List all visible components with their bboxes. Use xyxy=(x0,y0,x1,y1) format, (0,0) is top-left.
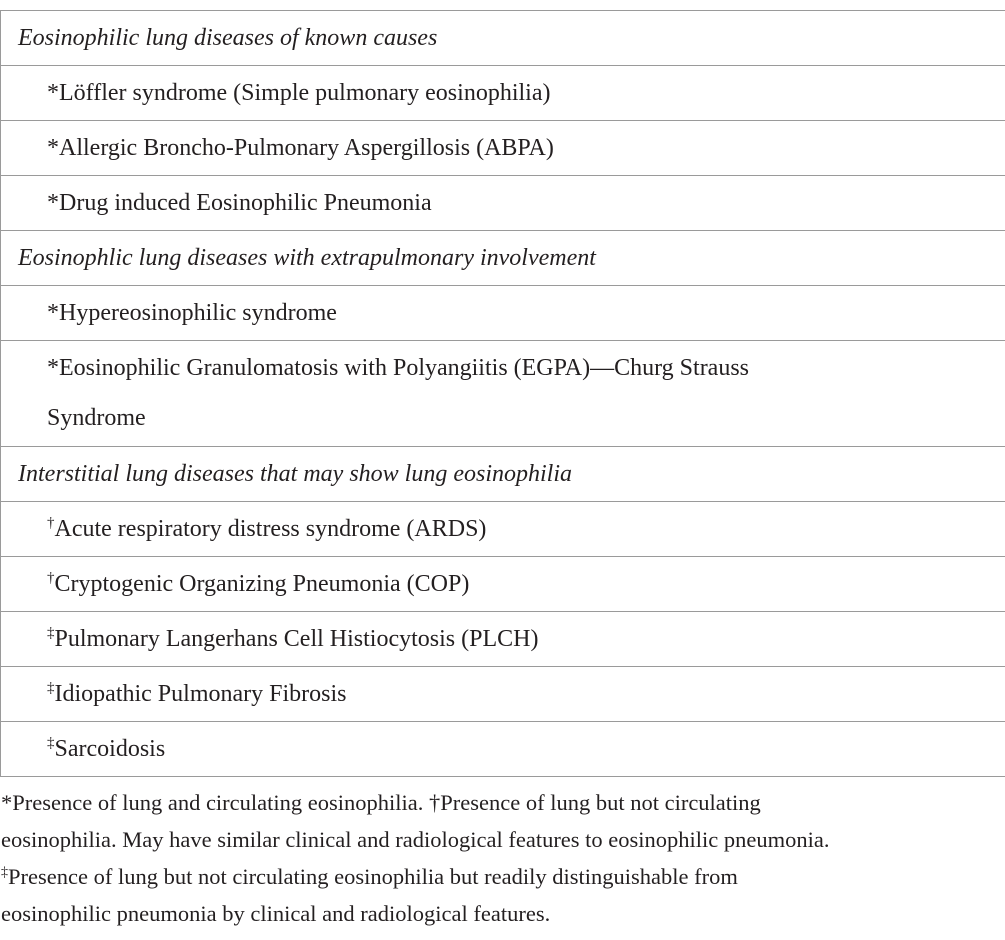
double-dagger-mark: ‡ xyxy=(47,625,55,641)
footnote-line xyxy=(1,858,1005,895)
table-row xyxy=(1,341,1005,447)
table-row xyxy=(1,176,1005,231)
row-label: Hypereosinophilic syndrome xyxy=(59,300,337,326)
row-label: Sarcoidosis xyxy=(54,736,166,762)
row-label: Idiopathic Pulmonary Fibrosis xyxy=(54,681,347,707)
row-label: Eosinophilic Granulomatosis with Polyangiitis (EGPA)—Churg Strauss xyxy=(59,355,750,381)
row-label: Cryptogenic Organizing Pneumonia (COP) xyxy=(54,571,470,597)
row-label: Allergic Broncho-Pulmonary Aspergillosis (ABPA) xyxy=(59,135,554,161)
footnote-line: eosinophilia. May have similar clinical and radiological features to eosinophilic pneumonia. xyxy=(1,827,830,852)
table-row xyxy=(1,557,1005,612)
table-row xyxy=(1,502,1005,557)
classification-table xyxy=(0,10,1005,777)
section-header: Eosinophilic lung diseases of known causes xyxy=(1,11,1005,66)
double-dagger-mark: ‡ xyxy=(47,735,55,751)
asterisk-mark: * xyxy=(47,190,59,216)
asterisk-mark: * xyxy=(47,80,59,106)
table-row xyxy=(1,66,1005,121)
double-dagger-mark: ‡ xyxy=(47,680,55,696)
footnote-text: Presence of lung but not circulating eosinophilia but readily distinguishable from xyxy=(8,864,738,889)
asterisk-mark: * xyxy=(47,135,59,161)
table-row xyxy=(1,612,1005,667)
double-dagger-mark: ‡ xyxy=(1,865,8,880)
footnote-line: eosinophilic pneumonia by clinical and radiological features. xyxy=(1,901,551,926)
section-header: Eosinophlic lung diseases with extrapulmonary involvement xyxy=(1,231,1005,286)
table-footnote xyxy=(1,784,1005,932)
table-row xyxy=(1,286,1005,341)
row-label: Pulmonary Langerhans Cell Histiocytosis (PLCH) xyxy=(54,626,539,652)
dagger-mark: † xyxy=(47,515,55,531)
row-label-continued: Syndrome xyxy=(47,405,146,431)
table-row xyxy=(1,667,1005,722)
dagger-mark: † xyxy=(47,570,55,586)
table-row xyxy=(1,722,1005,777)
table-row xyxy=(1,121,1005,176)
row-label: Löffler syndrome (Simple pulmonary eosinophilia) xyxy=(59,80,551,106)
asterisk-mark: * xyxy=(47,355,59,381)
row-label: Drug induced Eosinophilic Pneumonia xyxy=(59,190,432,216)
row-label: Acute respiratory distress syndrome (ARDS) xyxy=(54,516,487,542)
asterisk-mark: * xyxy=(47,300,59,326)
footnote-line: *Presence of lung and circulating eosinophilia. †Presence of lung but not circulating xyxy=(1,790,761,815)
section-header: Interstitial lung diseases that may show lung eosinophilia xyxy=(1,447,1005,502)
